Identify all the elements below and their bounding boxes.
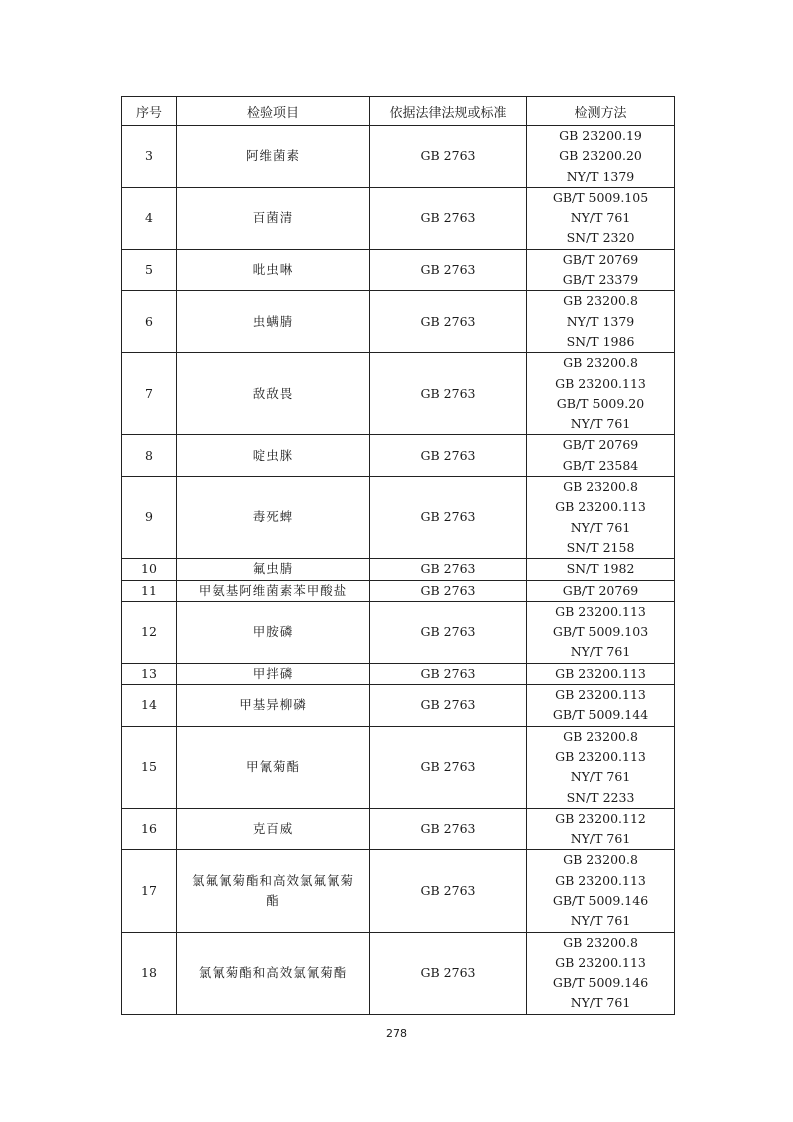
method-line: GB/T 5009.105 (552, 189, 649, 205)
cell-legal-basis: GB 2763 (370, 726, 527, 808)
item-line: 甲基异柳磷 (239, 697, 307, 713)
item-line: 氟虫腈 (252, 561, 294, 577)
method-line: SN/T 2320 (566, 230, 635, 246)
header-test-method: 检测方法 (527, 97, 675, 126)
cell-serial-no: 14 (122, 685, 177, 727)
cell-serial-no: 7 (122, 353, 177, 435)
page-number: 278 (386, 1027, 407, 1040)
header-serial-no: 序号 (122, 97, 177, 126)
method-line: GB 23200.8 (563, 728, 638, 744)
cell-legal-basis: GB 2763 (370, 291, 527, 353)
method-line: GB/T 23584 (562, 457, 639, 473)
cell-test-method (527, 249, 675, 291)
cell-inspection-item (177, 477, 370, 559)
table-row (122, 477, 675, 559)
method-line: GB 23200.113 (555, 954, 646, 970)
method-line: GB/T 5009.103 (552, 624, 649, 640)
method-line: GB/T 20769 (562, 582, 639, 598)
method-line: NY/T 1379 (566, 313, 635, 329)
cell-serial-no: 11 (122, 580, 177, 601)
method-line: GB 23200.20 (559, 148, 642, 164)
cell-test-method (527, 477, 675, 559)
table-row (122, 850, 675, 932)
method-line: GB 23200.112 (555, 810, 646, 826)
cell-inspection-item (177, 435, 370, 477)
item-line: 百菌清 (252, 210, 294, 226)
cell-inspection-item (177, 126, 370, 188)
cell-test-method (527, 353, 675, 435)
cell-legal-basis: GB 2763 (370, 580, 527, 601)
cell-inspection-item (177, 580, 370, 601)
table-row (122, 435, 675, 477)
method-line: GB 23200.113 (555, 499, 646, 515)
inspection-standards-table (121, 96, 675, 1015)
cell-test-method (527, 850, 675, 932)
cell-inspection-item (177, 726, 370, 808)
cell-test-method (527, 726, 675, 808)
method-line: GB 23200.113 (555, 665, 646, 681)
cell-inspection-item (177, 932, 370, 1014)
method-line: GB 23200.113 (555, 872, 646, 888)
cell-test-method (527, 932, 675, 1014)
method-line: GB/T 5009.144 (552, 707, 649, 723)
table-row (122, 187, 675, 249)
cell-serial-no: 18 (122, 932, 177, 1014)
item-line: 氯氟氰菊酯和高效氯氟氰菊 (191, 872, 354, 888)
cell-test-method (527, 601, 675, 663)
method-line: SN/T 1986 (566, 333, 635, 349)
method-line: NY/T 761 (570, 913, 631, 929)
cell-legal-basis: GB 2763 (370, 932, 527, 1014)
item-line: 氯氰菊酯和高效氯氰菊酯 (198, 965, 348, 981)
cell-serial-no: 9 (122, 477, 177, 559)
method-line: NY/T 761 (570, 519, 631, 535)
header-inspection-item: 检验项目 (177, 97, 370, 126)
method-line: SN/T 2158 (566, 539, 635, 555)
cell-serial-no: 15 (122, 726, 177, 808)
item-line: 甲胺磷 (252, 624, 294, 640)
cell-inspection-item (177, 808, 370, 850)
item-line: 吡虫啉 (252, 261, 294, 277)
item-line: 克百威 (252, 820, 294, 836)
method-line: SN/T 1982 (566, 561, 635, 577)
item-line: 毒死蜱 (252, 509, 294, 525)
method-line: GB 23200.8 (563, 852, 638, 868)
item-line: 甲氰菊酯 (245, 759, 300, 775)
cell-test-method (527, 685, 675, 727)
cell-serial-no: 10 (122, 559, 177, 580)
method-line: GB 23200.113 (555, 375, 646, 391)
table-row (122, 291, 675, 353)
cell-inspection-item (177, 353, 370, 435)
cell-legal-basis: GB 2763 (370, 435, 527, 477)
cell-legal-basis: GB 2763 (370, 601, 527, 663)
cell-inspection-item (177, 249, 370, 291)
table-row (122, 559, 675, 580)
cell-legal-basis: GB 2763 (370, 663, 527, 684)
cell-legal-basis: GB 2763 (370, 808, 527, 850)
table-row (122, 126, 675, 188)
table-row (122, 353, 675, 435)
cell-serial-no: 5 (122, 249, 177, 291)
cell-legal-basis: GB 2763 (370, 559, 527, 580)
cell-inspection-item (177, 601, 370, 663)
cell-legal-basis: GB 2763 (370, 353, 527, 435)
cell-test-method (527, 663, 675, 684)
method-line: SN/T 2233 (566, 789, 635, 805)
cell-legal-basis: GB 2763 (370, 477, 527, 559)
method-line: GB 23200.8 (563, 479, 638, 495)
method-line: GB/T 5009.20 (556, 395, 645, 411)
table-row (122, 932, 675, 1014)
cell-inspection-item (177, 187, 370, 249)
method-line: NY/T 761 (570, 831, 631, 847)
method-line: GB 23200.8 (563, 355, 638, 371)
cell-serial-no: 12 (122, 601, 177, 663)
method-line: NY/T 761 (570, 769, 631, 785)
table-row (122, 663, 675, 684)
method-line: GB/T 5009.146 (552, 975, 649, 991)
table-header-row (122, 97, 675, 126)
cell-legal-basis: GB 2763 (370, 249, 527, 291)
cell-serial-no: 16 (122, 808, 177, 850)
method-line: GB/T 20769 (562, 251, 639, 267)
method-line: GB 23200.19 (559, 128, 642, 143)
table-row (122, 580, 675, 601)
method-line: GB 23200.113 (555, 748, 646, 764)
method-line: GB 23200.113 (555, 603, 646, 619)
cell-serial-no: 6 (122, 291, 177, 353)
cell-test-method (527, 435, 675, 477)
cell-serial-no: 13 (122, 663, 177, 684)
cell-inspection-item (177, 291, 370, 353)
method-line: GB/T 23379 (562, 272, 639, 288)
cell-legal-basis: GB 2763 (370, 685, 527, 727)
method-line: GB/T 20769 (562, 437, 639, 453)
cell-inspection-item (177, 850, 370, 932)
item-line: 酯 (266, 892, 280, 908)
item-line: 甲拌磷 (252, 665, 294, 681)
table-row (122, 601, 675, 663)
method-line: NY/T 1379 (566, 168, 635, 184)
cell-inspection-item (177, 685, 370, 727)
item-line: 甲氨基阿维菌素苯甲酸盐 (198, 582, 348, 598)
item-line: 阿维菌素 (245, 148, 300, 164)
table-row (122, 726, 675, 808)
cell-legal-basis: GB 2763 (370, 850, 527, 932)
cell-serial-no: 17 (122, 850, 177, 932)
method-line: GB 23200.8 (563, 934, 638, 950)
cell-test-method (527, 187, 675, 249)
cell-serial-no: 3 (122, 126, 177, 188)
method-line: GB 23200.8 (563, 293, 638, 309)
method-line: NY/T 761 (570, 210, 631, 226)
cell-test-method (527, 808, 675, 850)
table-row (122, 808, 675, 850)
cell-legal-basis: GB 2763 (370, 126, 527, 188)
cell-inspection-item (177, 663, 370, 684)
header-legal-basis: 依据法律法规或标准 (370, 97, 527, 126)
method-line: NY/T 761 (570, 995, 631, 1011)
cell-test-method (527, 291, 675, 353)
table-row (122, 249, 675, 291)
method-line: NY/T 761 (570, 644, 631, 660)
method-line: GB 23200.113 (555, 687, 646, 703)
item-line: 啶虫脒 (252, 447, 294, 463)
cell-serial-no: 4 (122, 187, 177, 249)
cell-test-method (527, 580, 675, 601)
cell-legal-basis: GB 2763 (370, 187, 527, 249)
table-row (122, 685, 675, 727)
item-line: 虫螨腈 (252, 313, 294, 329)
cell-inspection-item (177, 559, 370, 580)
cell-test-method (527, 559, 675, 580)
item-line: 敌敌畏 (252, 385, 294, 401)
table-body (122, 126, 675, 1015)
cell-serial-no: 8 (122, 435, 177, 477)
method-line: NY/T 761 (570, 416, 631, 432)
method-line: GB/T 5009.146 (552, 892, 649, 908)
cell-test-method (527, 126, 675, 188)
